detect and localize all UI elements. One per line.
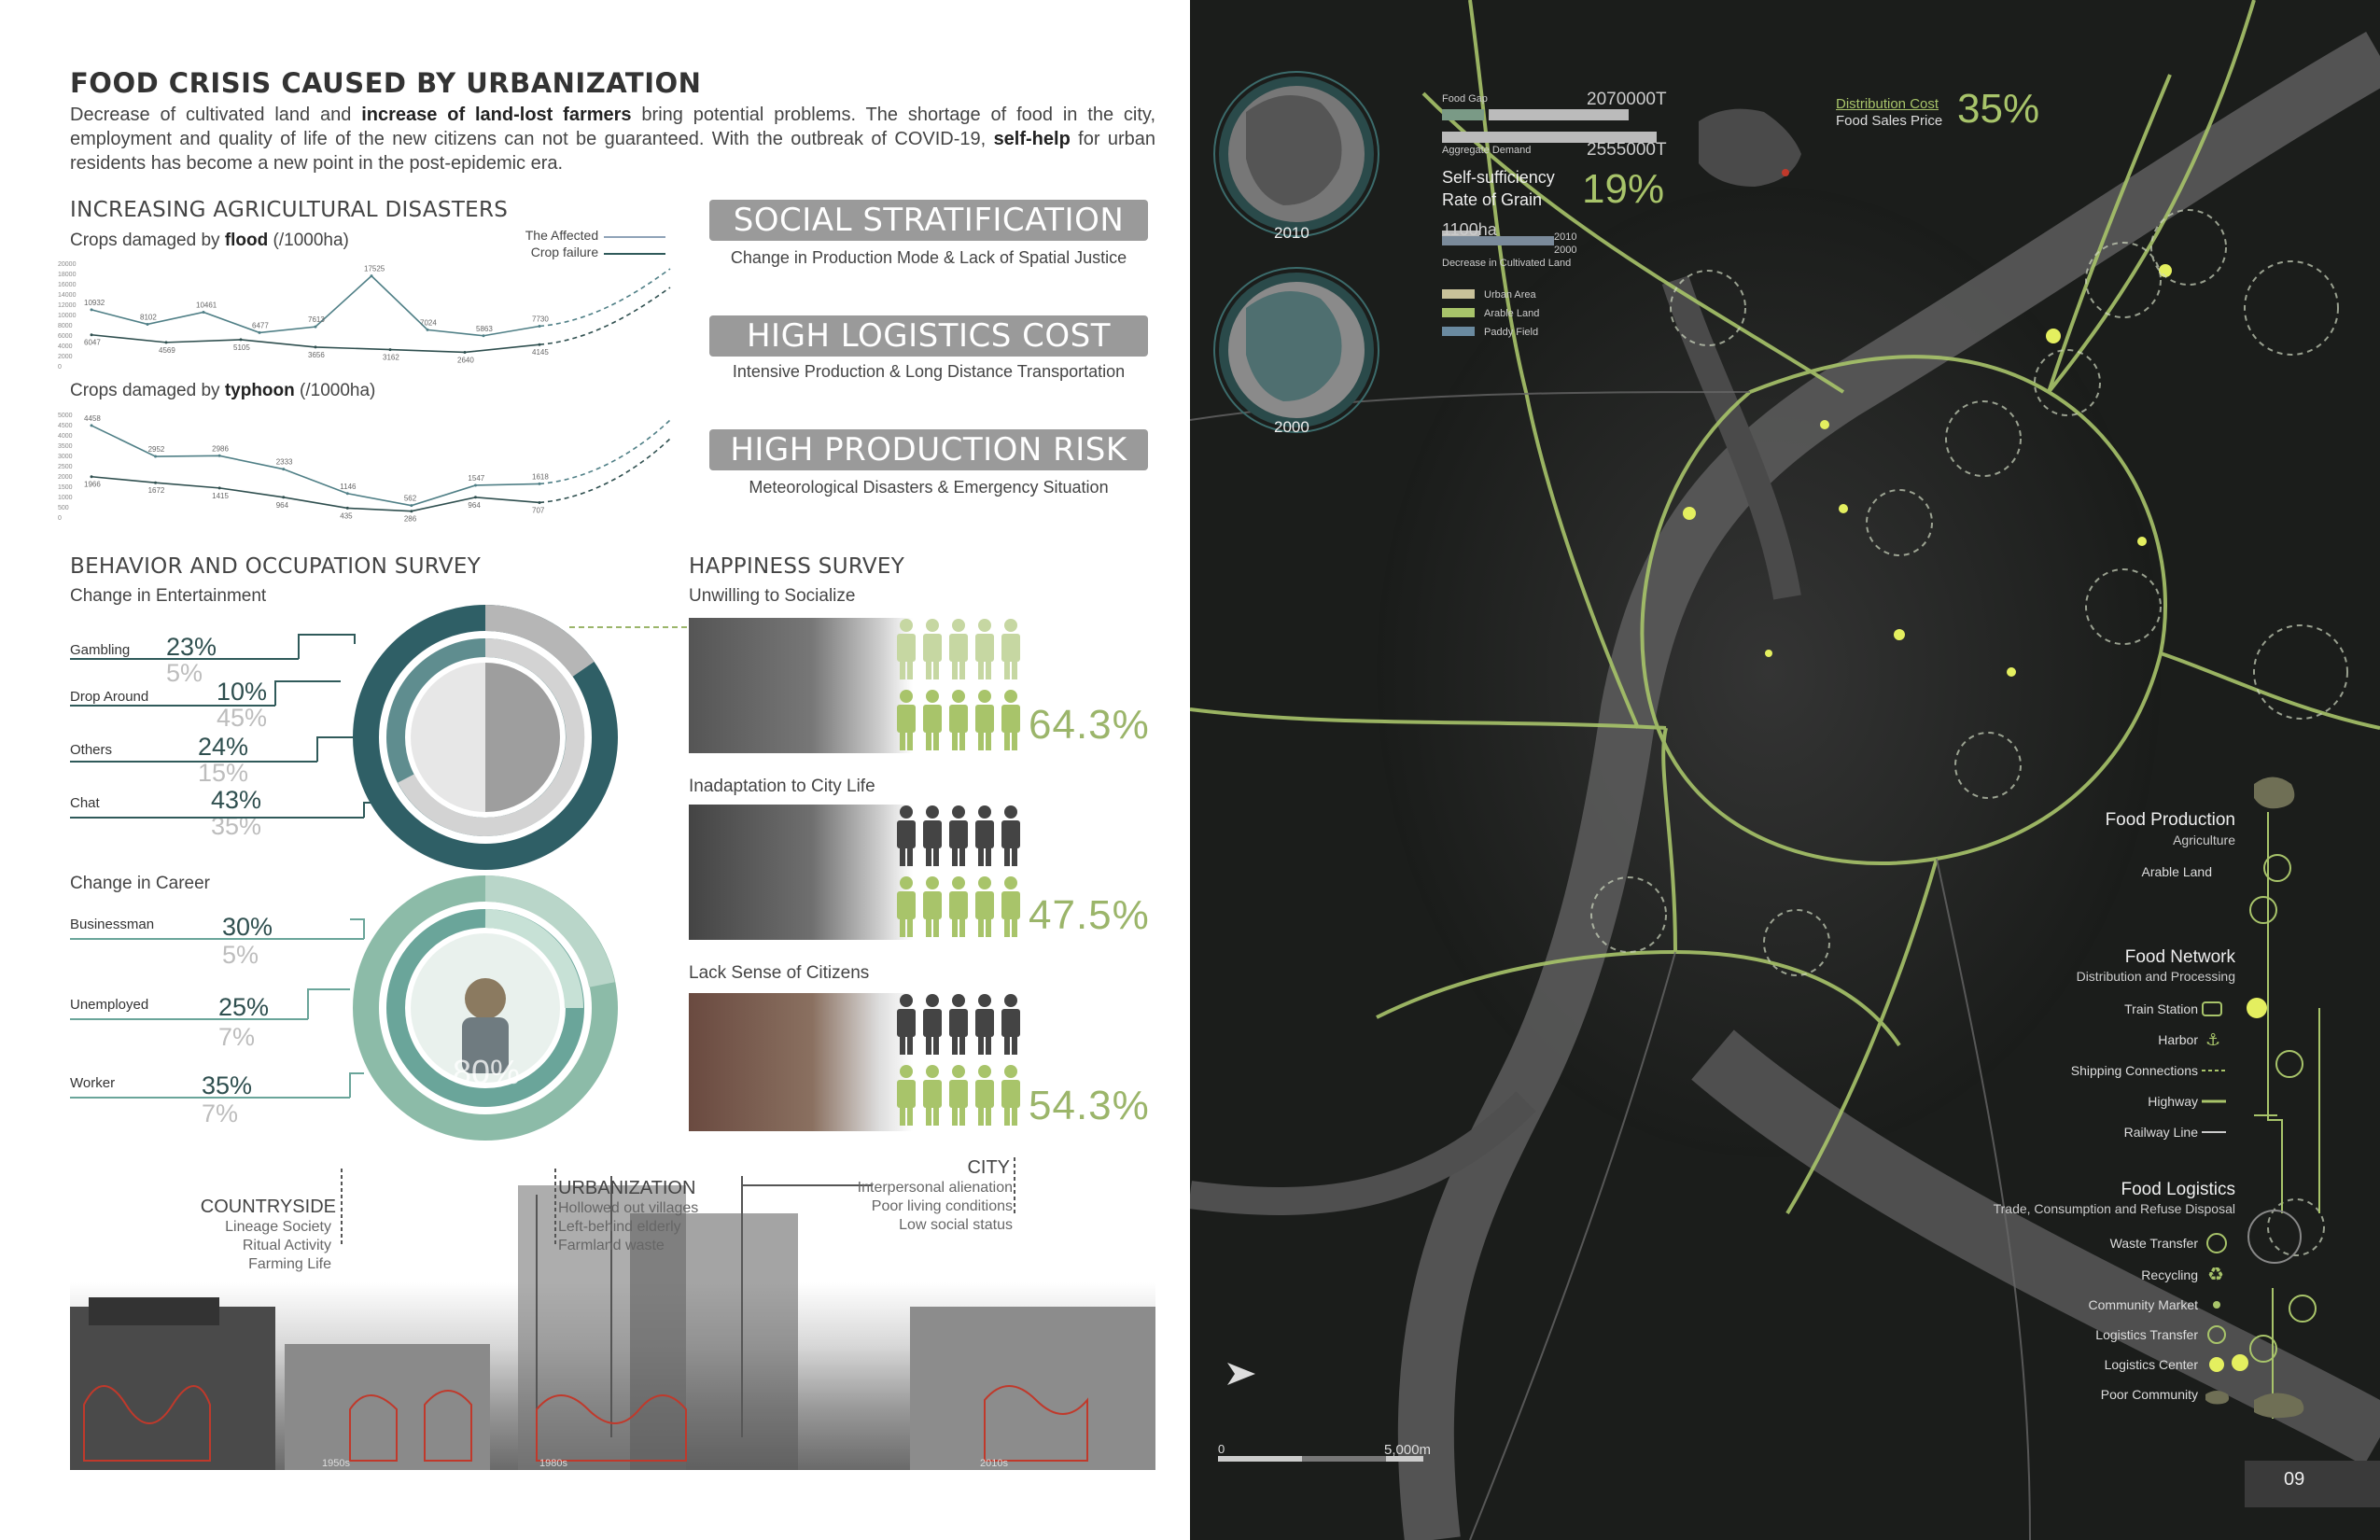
legend-logistics-title: Food Logistics xyxy=(2121,1180,2235,1199)
self-sufficiency-label: Self-sufficiency Rate of Grain xyxy=(1442,168,1555,209)
person-icon xyxy=(949,876,968,937)
data-point xyxy=(154,482,157,484)
data-point xyxy=(371,274,373,277)
data-label: 7024 xyxy=(420,318,437,328)
legend-arable-land: Arable Land xyxy=(1484,308,1540,319)
data-point xyxy=(259,331,261,334)
banner-production-risk: HIGH PRODUCTION RISK xyxy=(709,429,1148,470)
recycling-icon: ♻ xyxy=(2207,1265,2224,1285)
y-tick-label: 0 xyxy=(58,364,62,371)
data-label: 1672 xyxy=(147,486,165,496)
person-icon xyxy=(923,619,942,679)
countryside-title: COUNTRYSIDE xyxy=(200,1197,336,1217)
legend-arable-land-item: Arable Land xyxy=(2141,864,2212,879)
data-point xyxy=(410,504,413,507)
happiness-title: HAPPINESS SURVEY xyxy=(689,554,905,579)
career-before-unemployed: 25% xyxy=(218,993,270,1021)
person-icon xyxy=(897,1065,916,1126)
food-gap-label: Food Gap xyxy=(1442,93,1488,105)
data-label: 8102 xyxy=(140,313,157,322)
poor-community-icon xyxy=(2205,1391,2229,1405)
data-label: 7613 xyxy=(308,315,325,325)
person-icon xyxy=(923,805,942,866)
data-label: 6047 xyxy=(84,338,101,347)
person-icon xyxy=(975,690,994,750)
y-tick-label: 1500 xyxy=(58,484,73,491)
logistics-transfer-icon xyxy=(2208,1326,2225,1343)
career-after-businessman: 5% xyxy=(222,941,259,969)
data-point xyxy=(282,496,285,498)
decrease-label: Decrease in Cultivated Land xyxy=(1442,258,1572,269)
ent-before-others: 24% xyxy=(198,733,249,761)
person-icon xyxy=(975,619,994,679)
data-label: 1146 xyxy=(340,482,357,491)
happiness-value-socialize: 64.3% xyxy=(1029,702,1150,748)
trend-line xyxy=(539,269,670,326)
city-items: Interpersonal alienation Poor living conditions Low social status xyxy=(857,1180,1013,1233)
data-point xyxy=(427,329,429,331)
y-tick-label: 500 xyxy=(58,505,69,511)
happiness-value-citizens: 54.3% xyxy=(1029,1083,1150,1128)
agg-demand-label: Aggregate Demand xyxy=(1442,145,1532,156)
city-title: CITY xyxy=(967,1157,1010,1178)
data-label: 707 xyxy=(532,506,545,515)
data-label: 435 xyxy=(340,511,353,521)
data-label: 3162 xyxy=(383,353,399,362)
banner-production-risk-sub: Meteorological Disasters & Emergency Situation xyxy=(749,478,1109,497)
happiness-label-citizens: Lack Sense of Citizens xyxy=(689,963,870,983)
data-label: 2952 xyxy=(147,445,165,455)
agg-demand-value: 2555000T xyxy=(1587,140,1667,160)
flood-chart-title: Crops damaged by flood (/1000ha) xyxy=(70,231,349,250)
person-icon xyxy=(1001,619,1020,679)
person-icon xyxy=(897,619,916,679)
data-label: 4145 xyxy=(532,348,549,357)
data-point xyxy=(474,496,477,498)
data-label: 1415 xyxy=(212,491,229,500)
data-label: 2986 xyxy=(212,444,229,454)
urbanization-title: URBANIZATION xyxy=(558,1178,696,1198)
scale-start: 0 xyxy=(1218,1442,1225,1456)
people-icons-socialize xyxy=(891,618,1022,754)
data-label: 964 xyxy=(275,500,289,510)
data-label: 1618 xyxy=(532,472,549,482)
data-label: 10932 xyxy=(84,298,105,307)
person-icon xyxy=(923,690,942,750)
y-tick-label: 14000 xyxy=(58,292,77,299)
person-icon xyxy=(975,1065,994,1126)
y-tick-label: 6000 xyxy=(58,333,73,340)
y-tick-label: 2000 xyxy=(58,354,73,360)
y-tick-label: 4000 xyxy=(58,433,73,440)
page-number: 09 xyxy=(2284,1469,2305,1490)
career-label-worker: Worker xyxy=(70,1075,116,1091)
person-icon xyxy=(975,805,994,866)
people-icons-city-life xyxy=(891,805,1022,941)
person-icon xyxy=(923,1065,942,1126)
legend-urban-area: Urban Area xyxy=(1484,289,1536,301)
y-tick-label: 4500 xyxy=(58,423,73,429)
data-point xyxy=(91,308,93,311)
y-tick-label: 1000 xyxy=(58,495,73,501)
data-point xyxy=(147,323,149,326)
entertainment-donut xyxy=(350,602,621,873)
legend-community-market: Community Market xyxy=(2088,1297,2198,1312)
career-connectors xyxy=(65,887,373,1111)
person-icon xyxy=(1001,876,1020,937)
distribution-cost-label: Distribution Cost xyxy=(1836,96,1939,112)
career-label-unemployed: Unemployed xyxy=(70,997,149,1013)
legend-poor-community: Poor Community xyxy=(2100,1387,2198,1402)
data-label: 1966 xyxy=(84,480,101,489)
banner-social-stratification: SOCIAL STRATIFICATION xyxy=(709,200,1148,241)
data-label: 4458 xyxy=(84,413,101,423)
data-point xyxy=(91,475,93,478)
data-label: 964 xyxy=(468,500,481,510)
food-gap-value: 2070000T xyxy=(1587,90,1667,109)
person-icon xyxy=(1001,805,1020,866)
data-label: 17525 xyxy=(364,264,385,273)
person-icon xyxy=(949,994,968,1055)
page-title: FOOD CRISIS CAUSED BY URBANIZATION xyxy=(70,67,702,99)
ent-before-drop-around: 10% xyxy=(217,678,268,706)
right-page xyxy=(1190,0,2380,1540)
data-point xyxy=(483,334,485,337)
person-icon xyxy=(949,805,968,866)
happiness-value-city-life: 47.5% xyxy=(1029,892,1150,938)
data-point xyxy=(218,455,221,457)
person-icon xyxy=(897,994,916,1055)
data-label: 1547 xyxy=(468,473,485,483)
person-icon xyxy=(897,876,916,937)
y-tick-label: 8000 xyxy=(58,323,73,329)
y-tick-label: 18000 xyxy=(58,272,77,278)
data-label: 2640 xyxy=(457,356,474,365)
urbanization-items: Hollowed out villages Left-behind elderly Farmland waste xyxy=(558,1200,699,1253)
disasters-title: INCREASING AGRICULTURAL DISASTERS xyxy=(70,198,509,222)
y-tick-label: 3000 xyxy=(58,454,73,460)
photo-street-crowd xyxy=(689,993,913,1131)
typhoon-chart xyxy=(54,407,679,525)
data-point xyxy=(389,348,392,351)
y-tick-label: 16000 xyxy=(58,282,77,288)
data-label: 2333 xyxy=(275,457,293,467)
legend-recycling: Recycling xyxy=(2141,1267,2198,1282)
city-map xyxy=(1190,0,2380,1540)
data-point xyxy=(464,351,467,354)
data-point xyxy=(539,325,541,328)
ent-after-gambling: 5% xyxy=(166,659,203,687)
ent-after-chat: 35% xyxy=(211,812,262,840)
data-point xyxy=(91,424,93,427)
photo-subway-riders xyxy=(689,805,913,940)
data-point xyxy=(218,486,221,489)
person-icon xyxy=(949,1065,968,1126)
person-icon xyxy=(975,994,994,1055)
ent-label-others: Others xyxy=(70,742,113,758)
community-market-icon xyxy=(2213,1301,2220,1309)
intro-paragraph: Decrease of cultivated land and increase of land-lost farmers bring potential problems. The shortage of food in the city, employment and quality of life of the new citizens can not be guaranteed. With the outbreak of COVID-19, self-help for urban residents has become a new point in the post-epidemic era. xyxy=(70,105,1155,174)
data-point xyxy=(539,343,541,346)
data-point xyxy=(203,311,205,314)
legend-logistics-sub: Trade, Consumption and Refuse Disposal xyxy=(1993,1201,2235,1216)
self-sufficiency-value: 19% xyxy=(1582,166,1665,212)
data-point xyxy=(539,483,541,485)
legend-logistics-center: Logistics Center xyxy=(2104,1357,2198,1372)
y-tick-label: 2000 xyxy=(58,474,73,481)
y-tick-label: 20000 xyxy=(58,261,77,268)
person-icon xyxy=(1001,994,1020,1055)
behavior-title: BEHAVIOR AND OCCUPATION SURVEY xyxy=(70,554,482,579)
trend-line xyxy=(539,287,670,344)
ent-before-chat: 43% xyxy=(211,786,262,814)
ent-label-gambling: Gambling xyxy=(70,642,131,658)
data-label: 286 xyxy=(403,514,417,524)
food-sales-price-label: Food Sales Price xyxy=(1836,113,1943,129)
data-point xyxy=(282,468,285,470)
ent-after-others: 15% xyxy=(198,759,249,787)
flood-chart xyxy=(54,256,679,373)
career-donut xyxy=(350,873,621,1143)
y-tick-label: 3500 xyxy=(58,443,73,450)
career-before-worker: 35% xyxy=(202,1071,253,1099)
person-icon xyxy=(949,690,968,750)
person-icon xyxy=(897,690,916,750)
career-after-worker: 7% xyxy=(202,1099,239,1127)
entertainment-title: Change in Entertainment xyxy=(70,586,267,606)
year-1950s: 1950s xyxy=(322,1458,350,1469)
y-tick-label: 5000 xyxy=(58,413,73,419)
year-2010s: 2010s xyxy=(980,1458,1008,1469)
legend-highway: Highway xyxy=(2148,1094,2198,1109)
career-title: Change in Career xyxy=(70,874,210,893)
data-label: 4569 xyxy=(159,345,175,355)
person-icon xyxy=(923,876,942,937)
data-label: 5105 xyxy=(233,343,250,352)
data-point xyxy=(154,455,157,458)
person-icon xyxy=(897,805,916,866)
ent-after-drop-around: 45% xyxy=(217,704,268,732)
legend-shipping: Shipping Connections xyxy=(2070,1063,2198,1078)
logistics-center-icon xyxy=(2209,1357,2224,1372)
data-label: 10461 xyxy=(196,301,217,310)
data-point xyxy=(346,507,349,510)
legend-network-title: Food Network xyxy=(2124,947,2235,967)
career-center-value: 80% xyxy=(453,1053,521,1091)
person-icon xyxy=(923,994,942,1055)
data-point xyxy=(165,341,168,343)
map-year-top: 2010 xyxy=(1274,224,1309,242)
banner-logistics-cost: HIGH LOGISTICS COST xyxy=(709,315,1148,357)
trend-line xyxy=(539,420,670,483)
typhoon-chart-title: Crops damaged by typhoon (/1000ha) xyxy=(70,381,376,400)
data-point xyxy=(315,326,317,329)
decrease-year-1: 2010 xyxy=(1554,231,1577,243)
legend-network-sub: Distribution and Processing xyxy=(2076,969,2235,984)
person-icon xyxy=(1001,690,1020,750)
data-label: 5863 xyxy=(476,324,493,333)
legend-train-station: Train Station xyxy=(2124,1001,2198,1016)
legend-paddy-field: Paddy Field xyxy=(1484,327,1539,338)
chart-legend: The Affected Crop failure xyxy=(525,228,599,259)
person-icon xyxy=(975,876,994,937)
banner-logistics-cost-sub: Intensive Production & Long Distance Transportation xyxy=(732,362,1126,381)
data-point xyxy=(91,333,93,336)
person-icon xyxy=(949,619,968,679)
trend-line xyxy=(539,439,670,502)
data-label: 3656 xyxy=(308,350,325,359)
ent-before-gambling: 23% xyxy=(166,633,217,661)
career-before-businessman: 30% xyxy=(222,913,273,941)
banner-social-stratification-sub: Change in Production Mode & Lack of Spatial Justice xyxy=(730,248,1127,267)
network-legend-symbols xyxy=(2198,999,2245,1139)
photo-elderly-man xyxy=(689,618,913,753)
decrease-value: 1100ha xyxy=(1442,220,1497,239)
legend-waste-transfer: Waste Transfer xyxy=(2109,1236,2198,1251)
legend-logistics-transfer: Logistics Transfer xyxy=(2095,1327,2198,1342)
decrease-year-2: 2000 xyxy=(1554,245,1577,256)
people-icons-citizens xyxy=(891,993,1022,1131)
y-tick-label: 12000 xyxy=(58,302,77,309)
happiness-label-socialize: Unwilling to Socialize xyxy=(689,586,856,606)
logistics-legend-symbols xyxy=(2203,1230,2240,1407)
harbor-icon: ⚓ xyxy=(2205,1030,2221,1049)
map-year-bottom: 2000 xyxy=(1274,418,1309,436)
career-label-businessman: Businessman xyxy=(70,917,155,932)
data-point xyxy=(346,492,349,495)
data-point xyxy=(410,510,413,512)
y-tick-label: 2500 xyxy=(58,464,73,470)
countryside-items: Lineage Society Ritual Activity Farming Life xyxy=(225,1219,331,1272)
ent-label-chat: Chat xyxy=(70,795,100,811)
year-1980s: 1980s xyxy=(539,1458,567,1469)
y-tick-label: 4000 xyxy=(58,343,73,350)
legend-harbor: Harbor xyxy=(2158,1032,2198,1047)
waste-transfer-icon xyxy=(2207,1234,2226,1253)
career-after-unemployed: 7% xyxy=(218,1023,256,1051)
person-icon xyxy=(1001,1065,1020,1126)
data-label: 7730 xyxy=(532,315,549,324)
data-label: 6477 xyxy=(252,321,269,330)
data-point xyxy=(240,338,243,341)
y-tick-label: 0 xyxy=(58,515,62,522)
data-point xyxy=(539,501,541,504)
ent-label-drop-around: Drop Around xyxy=(70,689,149,705)
data-point xyxy=(474,483,477,486)
y-tick-label: 10000 xyxy=(58,313,77,319)
data-point xyxy=(315,345,317,348)
legend-production-sub: Agriculture xyxy=(2173,833,2235,847)
data-label: 562 xyxy=(403,494,417,503)
page-number-tab xyxy=(2245,1461,2380,1507)
happiness-label-city-life: Inadaptation to City Life xyxy=(689,777,875,796)
train-station-icon xyxy=(2203,1002,2221,1015)
legend-railway: Railway Line xyxy=(2123,1125,2198,1140)
legend-production-title: Food Production xyxy=(2105,810,2235,830)
distribution-cost-value: 35% xyxy=(1957,86,2040,132)
scale-end: 5,000m xyxy=(1384,1442,1432,1458)
